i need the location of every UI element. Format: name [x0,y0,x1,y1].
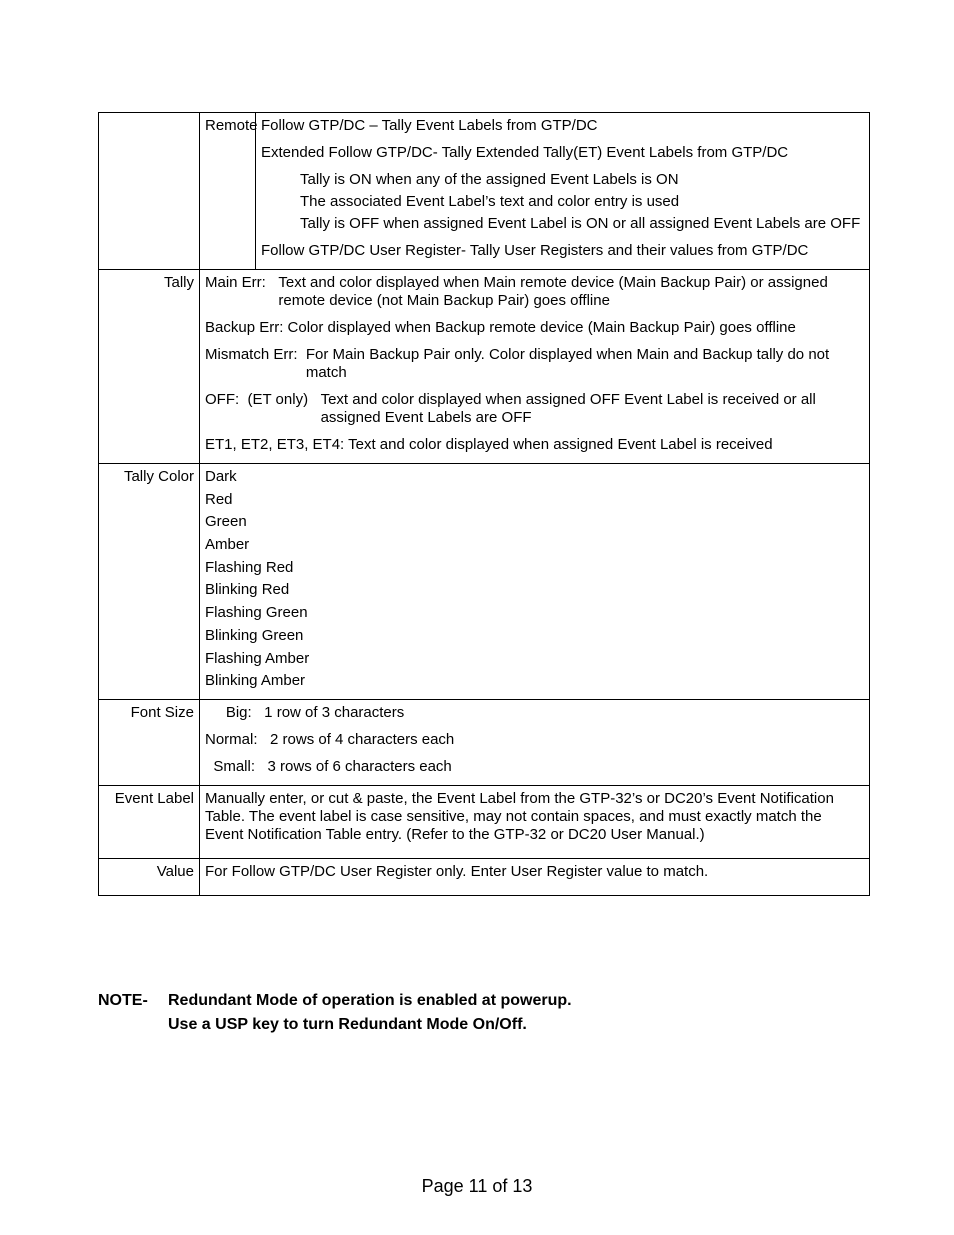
page-number: Page 11 of 13 [421,1176,533,1196]
row-label-tally-color: Tally Color [99,464,200,700]
extended-follow-text: Extended Follow GTP/DC- Tally Extended Tally(ET) Event Labels from GTP/DC [261,144,789,161]
font-size-normal: Normal: 2 rows of 4 characters each [205,731,455,749]
list-item: Flashing Amber [205,649,310,667]
value-text: For Follow GTP/DC User Register only. Enter User Register value to match. [200,859,870,896]
main-err-label: Main Err: [205,274,279,291]
tally-description [200,270,870,464]
et-text: ET1, ET2, ET3, ET4: Text and color displayed when assigned Event Label is received [205,436,773,453]
table-row-tally [99,270,870,464]
settings-table [98,112,870,896]
extended-sub-2: The associated Event Label’s text and color entry is used [300,193,680,210]
empty-cell [99,113,200,270]
note-label: NOTE- [98,992,148,1009]
row-label-value: Value [99,859,200,896]
row-label-font-size: Font Size [99,700,200,786]
row-label-tally: Tally [99,270,200,464]
list-item: Blinking Red [205,581,290,599]
list-item: Flashing Red [205,558,294,576]
user-register-text: Follow GTP/DC User Register- Tally User Registers and their values from GTP/DC [261,242,809,259]
event-label-text: Manually enter, or cut & paste, the Event Label from the GTP-32’s or DC20’s Event Notification Table. The event label is case sensitive, may not contain spaces, and must exactly match the Event Notification Table entry. (Refer to the GTP-32 or DC20 User Manual.) [200,786,870,859]
font-size-options [200,700,870,786]
table-row-remote [99,113,870,270]
list-item: Red [205,490,233,508]
row-label-remote: Remote [200,113,256,270]
table-row-tally-color [99,464,870,700]
backup-err-text: Backup Err: Color displayed when Backup remote device (Main Backup Pair) goes offline [205,319,796,336]
mismatch-err-text: For Main Backup Pair only. Color displayed when Main and Backup tally do not match [305,346,830,381]
off-text: Text and color displayed when assigned OFF Event Label is received or all assigned Event Labels are OFF [320,391,816,426]
off-label: OFF: (ET only) [205,391,321,408]
extended-sub-3: Tally is OFF when assigned Event Label is ON or all assigned Event Labels are OFF [300,215,861,232]
mismatch-err-label: Mismatch Err: [205,346,306,363]
table-row-event-label [99,786,870,859]
note-line-2: Use a USP key to turn Redundant Mode On/Off. [168,1016,527,1033]
extended-sub-1: Tally is ON when any of the assigned Event Labels is ON [300,171,679,188]
row-label-event-label: Event Label [99,786,200,859]
list-item: Dark [205,468,237,485]
font-size-big: Big: 1 row of 3 characters [205,704,405,722]
tally-color-list [200,464,870,700]
note-line-1: Redundant Mode of operation is enabled at powerup. [168,992,572,1009]
remote-description [256,113,870,270]
main-err-text: Text and color displayed when Main remote device (Main Backup Pair) or assigned remote device (not Main Backup Pair) goes offline [278,274,828,309]
list-item: Amber [205,536,250,554]
off-item [205,391,864,427]
table-row-font-size [99,700,870,786]
list-item: Flashing Green [205,604,308,622]
follow-text: Follow GTP/DC – Tally Event Labels from GTP/DC [261,117,598,134]
list-item: Blinking Amber [205,672,306,690]
main-err-item [205,274,864,310]
list-item: Green [205,513,247,531]
mismatch-err-item [205,346,864,382]
note-block [98,989,572,1037]
font-size-small: Small: 3 rows of 6 characters each [205,758,452,776]
list-item: Blinking Green [205,626,304,644]
table-row-value [99,859,870,896]
